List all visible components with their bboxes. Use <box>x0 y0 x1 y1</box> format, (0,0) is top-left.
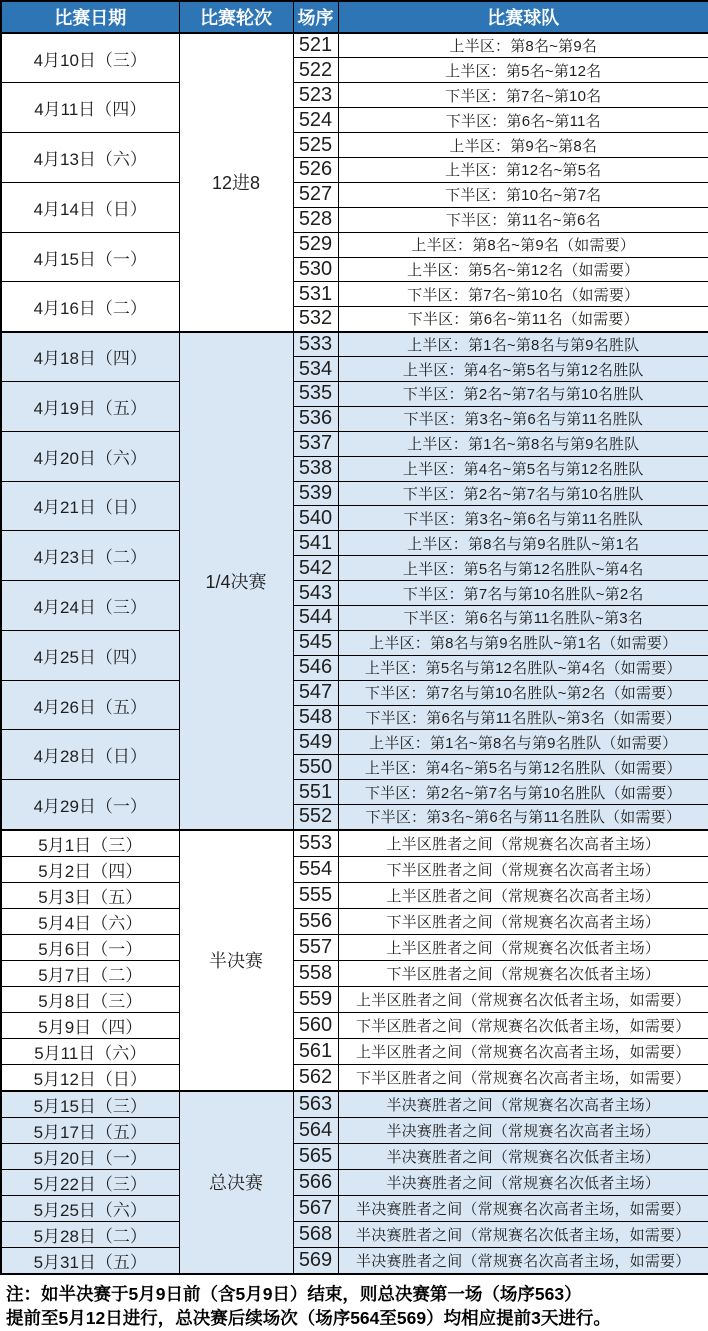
schedule-row <box>1 531 708 556</box>
schedule-body <box>1 33 708 1274</box>
teams-cell: 下半区胜者之间（常规赛名次高者主场） <box>338 908 708 934</box>
date-cell: 4月24日（三） <box>1 581 179 631</box>
round-cell: 1/4决赛 <box>179 332 293 830</box>
schedule-row <box>1 960 708 986</box>
game-number-cell: 546 <box>293 655 338 680</box>
game-number-cell: 529 <box>293 232 338 257</box>
teams-cell: 半决赛胜者之间（常规赛名次低者主场，如需要） <box>338 1221 708 1247</box>
footnote-line-2: 提前至5月12日进行，总决赛后续场次（场序564至569）均相应提前3天进行。 <box>6 1306 702 1331</box>
date-cell: 5月4日（六） <box>1 908 179 934</box>
game-number-cell: 545 <box>293 630 338 655</box>
date-cell: 4月19日（五） <box>1 381 179 431</box>
schedule-row <box>1 332 708 357</box>
date-cell: 5月12日（日） <box>1 1064 179 1091</box>
teams-cell: 上半区胜者之间（常规赛名次高者主场） <box>338 882 708 908</box>
teams-cell: 下半区：第11名~第6名 <box>338 207 708 232</box>
date-cell: 4月11日（四） <box>1 83 179 133</box>
header-cell-date: 比赛日期 <box>1 1 179 33</box>
schedule-row <box>1 986 708 1012</box>
date-cell: 4月23日（二） <box>1 531 179 581</box>
schedule-row <box>1 133 708 158</box>
teams-cell: 半决赛胜者之间（常规赛名次低者主场） <box>338 1169 708 1195</box>
game-number-cell: 526 <box>293 157 338 182</box>
game-number-cell: 555 <box>293 882 338 908</box>
teams-cell: 半决赛胜者之间（常规赛名次高者主场，如需要） <box>338 1247 708 1274</box>
teams-cell: 下半区：第10名~第7名 <box>338 182 708 207</box>
schedule-row <box>1 431 708 456</box>
date-cell: 5月25日（六） <box>1 1195 179 1221</box>
teams-cell: 上半区：第4名~第5名与第12名胜队（如需要） <box>338 755 708 780</box>
game-number-cell: 550 <box>293 755 338 780</box>
schedule-row <box>1 1221 708 1247</box>
schedule-row <box>1 830 708 857</box>
game-number-cell: 536 <box>293 406 338 431</box>
teams-cell: 下半区：第7名与第10名胜队~第2名（如需要） <box>338 680 708 705</box>
schedule-row <box>1 1038 708 1064</box>
game-number-cell: 530 <box>293 257 338 282</box>
schedule-row <box>1 1247 708 1274</box>
schedule-row <box>1 680 708 705</box>
teams-cell: 下半区胜者之间（常规赛名次低者主场） <box>338 960 708 986</box>
schedule-row <box>1 232 708 257</box>
game-number-cell: 563 <box>293 1091 338 1118</box>
round-cell: 半决赛 <box>179 830 293 1091</box>
date-cell: 5月7日（二） <box>1 960 179 986</box>
date-cell: 5月22日（三） <box>1 1169 179 1195</box>
date-cell: 5月6日（一） <box>1 934 179 960</box>
teams-cell: 上半区：第1名~第8名与第9名胜队（如需要） <box>338 730 708 755</box>
game-number-cell: 535 <box>293 381 338 406</box>
teams-cell: 上半区：第5名~第12名（如需要） <box>338 257 708 282</box>
date-cell: 5月1日（三） <box>1 830 179 857</box>
teams-cell: 下半区：第7名与第10名胜队~第2名 <box>338 581 708 606</box>
game-number-cell: 543 <box>293 581 338 606</box>
date-cell: 4月14日（日） <box>1 182 179 232</box>
date-cell: 4月21日（日） <box>1 481 179 531</box>
teams-cell: 下半区：第3名~第6名与第11名胜队 <box>338 506 708 531</box>
game-number-cell: 527 <box>293 182 338 207</box>
schedule-row <box>1 581 708 606</box>
game-number-cell: 569 <box>293 1247 338 1274</box>
date-cell: 4月26日（五） <box>1 680 179 730</box>
teams-cell: 上半区：第4名~第5名与第12名胜队 <box>338 357 708 382</box>
teams-cell: 下半区胜者之间（常规赛名次高者主场） <box>338 856 708 882</box>
date-cell: 4月25日（四） <box>1 630 179 680</box>
date-cell: 4月13日（六） <box>1 133 179 183</box>
game-number-cell: 533 <box>293 332 338 357</box>
date-cell: 5月17日（五） <box>1 1117 179 1143</box>
date-cell: 5月11日（六） <box>1 1038 179 1064</box>
teams-cell: 上半区：第8名~第9名（如需要） <box>338 232 708 257</box>
teams-cell: 下半区：第7名~第10名（如需要） <box>338 282 708 307</box>
game-number-cell: 557 <box>293 934 338 960</box>
teams-cell: 上半区：第1名~第8名与第9名胜队 <box>338 431 708 456</box>
teams-cell: 上半区：第5名与第12名胜队~第4名 <box>338 556 708 581</box>
date-cell: 5月8日（三） <box>1 986 179 1012</box>
schedule-row <box>1 1169 708 1195</box>
date-cell: 4月10日（三） <box>1 33 179 83</box>
header-cell-teams: 比赛球队 <box>338 1 708 33</box>
game-number-cell: 521 <box>293 33 338 58</box>
teams-cell: 上半区：第8名与第9名胜队~第1名 <box>338 531 708 556</box>
date-cell: 5月3日（五） <box>1 882 179 908</box>
game-number-cell: 523 <box>293 83 338 108</box>
teams-cell: 半决赛胜者之间（常规赛名次高者主场） <box>338 1117 708 1143</box>
schedule-row <box>1 1091 708 1118</box>
game-number-cell: 558 <box>293 960 338 986</box>
schedule-row <box>1 882 708 908</box>
game-number-cell: 565 <box>293 1143 338 1169</box>
game-number-cell: 532 <box>293 307 338 332</box>
footnote <box>0 1275 708 1331</box>
game-number-cell: 531 <box>293 282 338 307</box>
teams-cell: 上半区胜者之间（常规赛名次低者主场） <box>338 934 708 960</box>
game-number-cell: 552 <box>293 805 338 830</box>
teams-cell: 下半区：第6名与第11名胜队~第3名 <box>338 605 708 630</box>
game-number-cell: 544 <box>293 605 338 630</box>
teams-cell: 上半区胜者之间（常规赛名次低者主场，如需要） <box>338 986 708 1012</box>
schedule-row <box>1 1143 708 1169</box>
game-number-cell: 541 <box>293 531 338 556</box>
round-cell: 总决赛 <box>179 1091 293 1274</box>
schedule-row <box>1 908 708 934</box>
date-cell: 5月20日（一） <box>1 1143 179 1169</box>
teams-cell: 上半区：第5名与第12名胜队~第4名（如需要） <box>338 655 708 680</box>
game-number-cell: 548 <box>293 705 338 730</box>
teams-cell: 下半区：第3名~第6名与第11名胜队 <box>338 406 708 431</box>
game-number-cell: 560 <box>293 1012 338 1038</box>
game-number-cell: 556 <box>293 908 338 934</box>
teams-cell: 下半区：第7名~第10名 <box>338 83 708 108</box>
teams-cell: 上半区：第8名~第9名 <box>338 33 708 58</box>
schedule-row <box>1 381 708 406</box>
game-number-cell: 540 <box>293 506 338 531</box>
schedule-row <box>1 83 708 108</box>
date-cell: 5月9日（四） <box>1 1012 179 1038</box>
game-number-cell: 525 <box>293 133 338 158</box>
teams-cell: 上半区胜者之间（常规赛名次高者主场） <box>338 830 708 857</box>
round-cell: 12进8 <box>179 33 293 332</box>
schedule-row <box>1 1012 708 1038</box>
schedule-row <box>1 780 708 805</box>
teams-cell: 下半区：第2名~第7名与第10名胜队（如需要） <box>338 780 708 805</box>
schedule-row <box>1 856 708 882</box>
date-cell: 4月29日（一） <box>1 780 179 830</box>
game-number-cell: 538 <box>293 456 338 481</box>
teams-cell: 下半区胜者之间（常规赛名次低者主场，如需要） <box>338 1012 708 1038</box>
header-row <box>1 1 708 33</box>
schedule-row <box>1 282 708 307</box>
game-number-cell: 564 <box>293 1117 338 1143</box>
date-cell: 5月31日（五） <box>1 1247 179 1274</box>
teams-cell: 上半区：第1名~第8名与第9名胜队 <box>338 332 708 357</box>
teams-cell: 半决赛胜者之间（常规赛名次高者主场） <box>338 1091 708 1118</box>
teams-cell: 半决赛胜者之间（常规赛名次高者主场，如需要） <box>338 1195 708 1221</box>
date-cell: 4月20日（六） <box>1 431 179 481</box>
header-cell-game-number: 场序 <box>293 1 338 33</box>
schedule-row <box>1 33 708 58</box>
teams-cell: 上半区：第5名~第12名 <box>338 58 708 83</box>
game-number-cell: 534 <box>293 357 338 382</box>
game-number-cell: 553 <box>293 830 338 857</box>
teams-cell: 上半区：第8名与第9名胜队~第1名（如需要） <box>338 630 708 655</box>
teams-cell: 上半区：第9名~第8名 <box>338 133 708 158</box>
schedule-row <box>1 730 708 755</box>
schedule-row <box>1 630 708 655</box>
teams-cell: 上半区：第12名~第5名 <box>338 157 708 182</box>
game-number-cell: 549 <box>293 730 338 755</box>
schedule-row <box>1 1064 708 1091</box>
game-number-cell: 551 <box>293 780 338 805</box>
schedule-row <box>1 182 708 207</box>
game-number-cell: 537 <box>293 431 338 456</box>
game-number-cell: 554 <box>293 856 338 882</box>
teams-cell: 下半区：第6名与第11名胜队~第3名（如需要） <box>338 705 708 730</box>
game-number-cell: 559 <box>293 986 338 1012</box>
date-cell: 5月2日（四） <box>1 856 179 882</box>
date-cell: 4月16日（二） <box>1 282 179 332</box>
teams-cell: 下半区胜者之间（常规赛名次高者主场，如需要） <box>338 1064 708 1091</box>
teams-cell: 下半区：第6名~第11名（如需要） <box>338 307 708 332</box>
game-number-cell: 561 <box>293 1038 338 1064</box>
date-cell: 4月28日（日） <box>1 730 179 780</box>
schedule-row <box>1 934 708 960</box>
game-number-cell: 562 <box>293 1064 338 1091</box>
teams-cell: 上半区胜者之间（常规赛名次高者主场，如需要） <box>338 1038 708 1064</box>
game-number-cell: 547 <box>293 680 338 705</box>
date-cell: 5月28日（二） <box>1 1221 179 1247</box>
schedule-row <box>1 1195 708 1221</box>
schedule-row <box>1 481 708 506</box>
footnote-line-1: 注：如半决赛于5月9日前（含5月9日）结束，则总决赛第一场（场序563） <box>6 1282 702 1307</box>
teams-cell: 下半区：第6名~第11名 <box>338 108 708 133</box>
teams-cell: 上半区：第4名~第5名与第12名胜队 <box>338 456 708 481</box>
date-cell: 5月15日（三） <box>1 1091 179 1118</box>
game-number-cell: 524 <box>293 108 338 133</box>
teams-cell: 下半区：第3名~第6名与第11名胜队（如需要） <box>338 805 708 830</box>
teams-cell: 下半区：第2名~第7名与第10名胜队 <box>338 381 708 406</box>
teams-cell: 半决赛胜者之间（常规赛名次低者主场） <box>338 1143 708 1169</box>
game-number-cell: 566 <box>293 1169 338 1195</box>
game-number-cell: 522 <box>293 58 338 83</box>
table-header <box>1 1 708 33</box>
schedule-row <box>1 1117 708 1143</box>
date-cell: 4月18日（四） <box>1 332 179 382</box>
game-number-cell: 539 <box>293 481 338 506</box>
game-number-cell: 542 <box>293 556 338 581</box>
teams-cell: 下半区：第2名~第7名与第10名胜队 <box>338 481 708 506</box>
game-number-cell: 568 <box>293 1221 338 1247</box>
header-cell-round: 比赛轮次 <box>179 1 293 33</box>
game-number-cell: 567 <box>293 1195 338 1221</box>
game-number-cell: 528 <box>293 207 338 232</box>
date-cell: 4月15日（一） <box>1 232 179 282</box>
